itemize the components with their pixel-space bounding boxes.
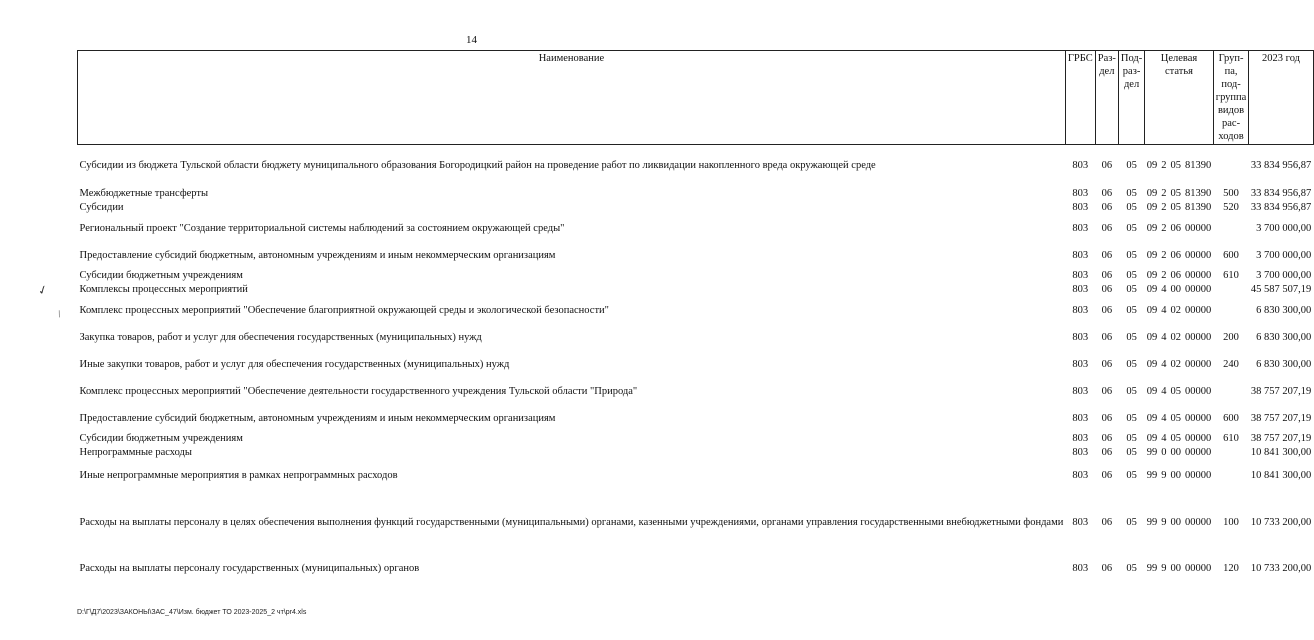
row-target-direction: 00000 [1185,470,1212,481]
row-razdel: 06 [1101,188,1113,199]
row-grbs: 803 [1072,188,1089,199]
row-name: Расходы на выплаты персоналу государственных (муниципальных) органов [79,563,420,574]
row-podrazdel: 05 [1126,358,1137,370]
row-name: Комплекс процессных мероприятий "Обеспечение деятельности государственного учреждения Тульской области "Природа" [79,385,638,397]
row-target-direction: 00000 [1185,412,1212,424]
row-grbs: 803 [1072,385,1089,397]
row-grbs: 803 [1072,249,1089,261]
row-target-subprogram: 9 [1161,563,1167,574]
row-target-event: 00 [1170,563,1182,574]
margin-mark: ✓ [35,281,50,299]
row-razdel: 06 [1101,433,1113,444]
row-expense-group: 200 [1223,331,1239,343]
row-target-program: 09 [1146,331,1158,343]
row-target-program: 09 [1146,249,1158,261]
header-target: Целевая статья [1145,51,1214,145]
row-grbs: 803 [1072,202,1089,213]
table-row [78,242,1314,269]
row-razdel: 06 [1101,412,1113,424]
row-razdel: 06 [1101,270,1113,281]
row-razdel: 06 [1101,304,1113,316]
table-row [78,201,1314,215]
row-target-direction: 00000 [1185,304,1212,316]
row-target-subprogram: 0 [1161,447,1167,458]
row-name: Закупка товаров, работ и услуг для обеспечения государственных (муниципальных) нужд [79,331,482,343]
row-podrazdel: 05 [1126,202,1137,213]
row-expense-group: 520 [1223,202,1239,213]
row-podrazdel: 05 [1126,249,1137,261]
row-expense-group [1213,297,1249,324]
row-target-event: 05 [1170,433,1182,444]
row-target-event: 00 [1170,447,1182,458]
row-amount: 6 830 300,00 [1256,331,1312,343]
row-target-direction: 81390 [1185,160,1212,172]
row-target-event: 05 [1170,385,1182,397]
row-expense-group [1213,145,1249,187]
row-razdel: 06 [1101,358,1113,370]
row-expense-group [1213,283,1249,297]
row-target-direction: 00000 [1185,358,1212,370]
row-target-direction: 00000 [1185,270,1212,281]
table-row [78,269,1314,283]
row-target-event: 00 [1170,284,1182,295]
row-name: Субсидии бюджетным учреждениям [79,270,243,281]
row-target-event: 02 [1170,304,1182,316]
row-target-event: 00 [1170,470,1182,481]
row-grbs: 803 [1072,270,1089,281]
row-expense-group: 610 [1223,433,1239,444]
row-target-program: 09 [1146,188,1158,199]
row-grbs: 803 [1072,447,1089,458]
page-number: 14 [466,34,477,46]
row-target-subprogram: 4 [1161,412,1167,424]
table-row [78,378,1314,405]
row-razdel: 06 [1101,222,1113,234]
row-grbs: 803 [1072,284,1089,295]
row-target-program: 99 [1146,563,1158,574]
row-amount: 10 841 300,00 [1250,447,1312,458]
row-amount: 6 830 300,00 [1256,358,1312,370]
row-target-program: 09 [1146,202,1158,213]
row-amount: 33 834 956,87 [1250,202,1312,213]
table-row [78,215,1314,242]
row-razdel: 06 [1101,447,1113,458]
row-podrazdel: 05 [1126,270,1137,281]
table-row [78,405,1314,432]
row-target-event: 00 [1170,517,1182,528]
row-grbs: 803 [1072,222,1089,234]
header-name: Наименование [78,51,1066,145]
row-target-direction: 00000 [1185,563,1212,574]
row-razdel: 06 [1101,284,1113,295]
row-target-subprogram: 2 [1161,270,1167,281]
header-grbs: ГРБС [1065,51,1095,145]
row-expense-group [1213,460,1249,492]
row-amount: 3 700 000,00 [1256,249,1312,261]
row-name: Комплексы процессных мероприятий [79,284,248,295]
row-razdel: 06 [1101,249,1113,261]
row-podrazdel: 05 [1126,331,1137,343]
row-podrazdel: 05 [1126,517,1137,528]
row-name: Иные непрограммные мероприятия в рамках непрограммных расходов [79,470,398,481]
row-target-direction: 00000 [1185,284,1212,295]
row-grbs: 803 [1072,304,1089,316]
row-razdel: 06 [1101,202,1113,213]
row-podrazdel: 05 [1126,447,1137,458]
row-expense-group [1213,378,1249,405]
header-podrazdel: Под-раз-дел [1118,51,1144,145]
row-name: Непрограммные расходы [79,447,192,458]
row-target-event: 05 [1170,412,1182,424]
row-expense-group: 100 [1223,517,1239,528]
budget-table [77,50,1314,584]
row-target-program: 09 [1146,160,1158,172]
row-target-subprogram: 9 [1161,470,1167,481]
row-target-subprogram: 4 [1161,304,1167,316]
row-target-event: 05 [1170,188,1182,199]
table-header-row [78,51,1314,145]
table-row [78,187,1314,201]
row-grbs: 803 [1072,331,1089,343]
row-razdel: 06 [1101,563,1113,574]
row-razdel: 06 [1101,517,1113,528]
row-target-event: 02 [1170,331,1182,343]
row-expense-group: 240 [1223,358,1239,370]
row-grbs: 803 [1072,470,1089,481]
row-grbs: 803 [1072,160,1089,172]
row-target-program: 09 [1146,222,1158,234]
table-row [78,460,1314,492]
row-name: Комплекс процессных мероприятий "Обеспечение благоприятной окружающей среды и экологической безопасности" [79,304,609,316]
row-name: Предоставление субсидий бюджетным, автономным учреждениям и иным некоммерческим организациям [79,249,556,261]
row-name: Региональный проект "Создание территориальной системы наблюдений за состоянием окружающей среды" [79,222,565,234]
row-amount: 10 841 300,00 [1250,470,1312,481]
row-target-direction: 81390 [1185,188,1212,199]
row-podrazdel: 05 [1126,470,1137,481]
row-target-subprogram: 2 [1161,222,1167,234]
row-grbs: 803 [1072,563,1089,574]
header-group: Груп-па, под-группа видов рас-ходов [1213,51,1249,145]
row-target-direction: 00000 [1185,517,1212,528]
row-amount: 33 834 956,87 [1250,160,1312,172]
row-name: Иные закупки товаров, работ и услуг для обеспечения государственных (муниципальных) нужд [79,358,510,370]
row-razdel: 06 [1101,385,1113,397]
row-target-program: 09 [1146,433,1158,444]
row-target-subprogram: 4 [1161,331,1167,343]
row-target-program: 09 [1146,412,1158,424]
row-target-subprogram: 4 [1161,385,1167,397]
table-row [78,283,1314,297]
row-target-program: 09 [1146,284,1158,295]
row-expense-group: 500 [1223,188,1239,199]
header-razdel: Раз-дел [1095,51,1118,145]
header-year: 2023 год [1249,51,1313,145]
row-name: Субсидии бюджетным учреждениям [79,433,243,444]
row-amount: 6 830 300,00 [1256,304,1312,316]
row-amount: 3 700 000,00 [1256,270,1312,281]
table-row [78,446,1314,460]
row-target-program: 09 [1146,358,1158,370]
row-target-program: 99 [1146,470,1158,481]
row-razdel: 06 [1101,160,1113,172]
row-target-direction: 81390 [1185,202,1212,213]
row-podrazdel: 05 [1126,160,1137,172]
row-target-subprogram: 2 [1161,160,1167,172]
table-row [78,297,1314,324]
table-row [78,351,1314,378]
row-grbs: 803 [1072,412,1089,424]
row-expense-group [1213,215,1249,242]
table-row [78,432,1314,446]
row-target-direction: 00000 [1185,222,1212,234]
row-expense-group: 120 [1223,563,1239,574]
table-row [78,492,1314,554]
row-target-subprogram: 4 [1161,358,1167,370]
row-target-event: 06 [1170,270,1182,281]
row-target-program: 99 [1146,447,1158,458]
row-target-subprogram: 2 [1161,188,1167,199]
footer-path: D:\Г\Д7\2023\ЗАКОНЫ\ЗАС_47\Изм. бюджет ТО 2023-2025_2 чт\pr4.xls [77,609,307,616]
row-podrazdel: 05 [1126,412,1137,424]
row-target-direction: 00000 [1185,447,1212,458]
row-target-event: 05 [1170,202,1182,213]
row-amount: 33 834 956,87 [1250,188,1312,199]
row-grbs: 803 [1072,517,1089,528]
row-target-event: 05 [1170,160,1182,172]
row-target-direction: 00000 [1185,433,1212,444]
row-target-program: 09 [1146,304,1158,316]
row-target-direction: 00000 [1185,249,1212,261]
row-amount: 38 757 207,19 [1250,412,1312,424]
row-amount: 38 757 207,19 [1250,385,1312,397]
row-name: Предоставление субсидий бюджетным, автономным учреждениям и иным некоммерческим организациям [79,412,556,424]
row-target-subprogram: 4 [1161,284,1167,295]
row-target-program: 09 [1146,270,1158,281]
row-target-event: 06 [1170,249,1182,261]
row-amount: 3 700 000,00 [1256,222,1312,234]
table-row [78,145,1314,187]
row-target-event: 06 [1170,222,1182,234]
row-expense-group [1213,446,1249,460]
row-grbs: 803 [1072,358,1089,370]
row-grbs: 803 [1072,433,1089,444]
row-podrazdel: 05 [1126,433,1137,444]
row-target-direction: 00000 [1185,331,1212,343]
table-row [78,554,1314,584]
row-amount: 10 733 200,00 [1250,517,1312,528]
row-expense-group: 610 [1223,270,1239,281]
row-target-direction: 00000 [1185,385,1212,397]
margin-mark: / [56,308,63,321]
row-amount: 10 733 200,00 [1250,563,1312,574]
row-razdel: 06 [1101,331,1113,343]
row-podrazdel: 05 [1126,222,1137,234]
row-podrazdel: 05 [1126,563,1137,574]
row-name: Субсидии [79,202,124,213]
row-target-subprogram: 2 [1161,249,1167,261]
row-target-program: 99 [1146,517,1158,528]
row-name: Расходы на выплаты персоналу в целях обеспечения выполнения функций государственными (муниципальными) органами, казенными учреждениями, органами управления государственными внебюджетными фондами [79,517,1064,528]
row-expense-group: 600 [1223,249,1239,261]
row-amount: 45 587 507,19 [1250,284,1312,295]
row-podrazdel: 05 [1126,385,1137,397]
row-target-subprogram: 9 [1161,517,1167,528]
row-name: Межбюджетные трансферты [79,188,209,199]
row-name: Субсидии из бюджета Тульской области бюджету муниципального образования Богородицкий район на проведение работ по ликвидации накопленного вреда окружающей среде [79,160,876,172]
row-razdel: 06 [1101,470,1113,481]
row-target-program: 09 [1146,385,1158,397]
row-target-event: 02 [1170,358,1182,370]
row-podrazdel: 05 [1126,284,1137,295]
row-amount: 38 757 207,19 [1250,433,1312,444]
row-expense-group: 600 [1223,412,1239,424]
row-podrazdel: 05 [1126,188,1137,199]
row-target-subprogram: 4 [1161,433,1167,444]
row-podrazdel: 05 [1126,304,1137,316]
row-target-subprogram: 2 [1161,202,1167,213]
table-row [78,324,1314,351]
